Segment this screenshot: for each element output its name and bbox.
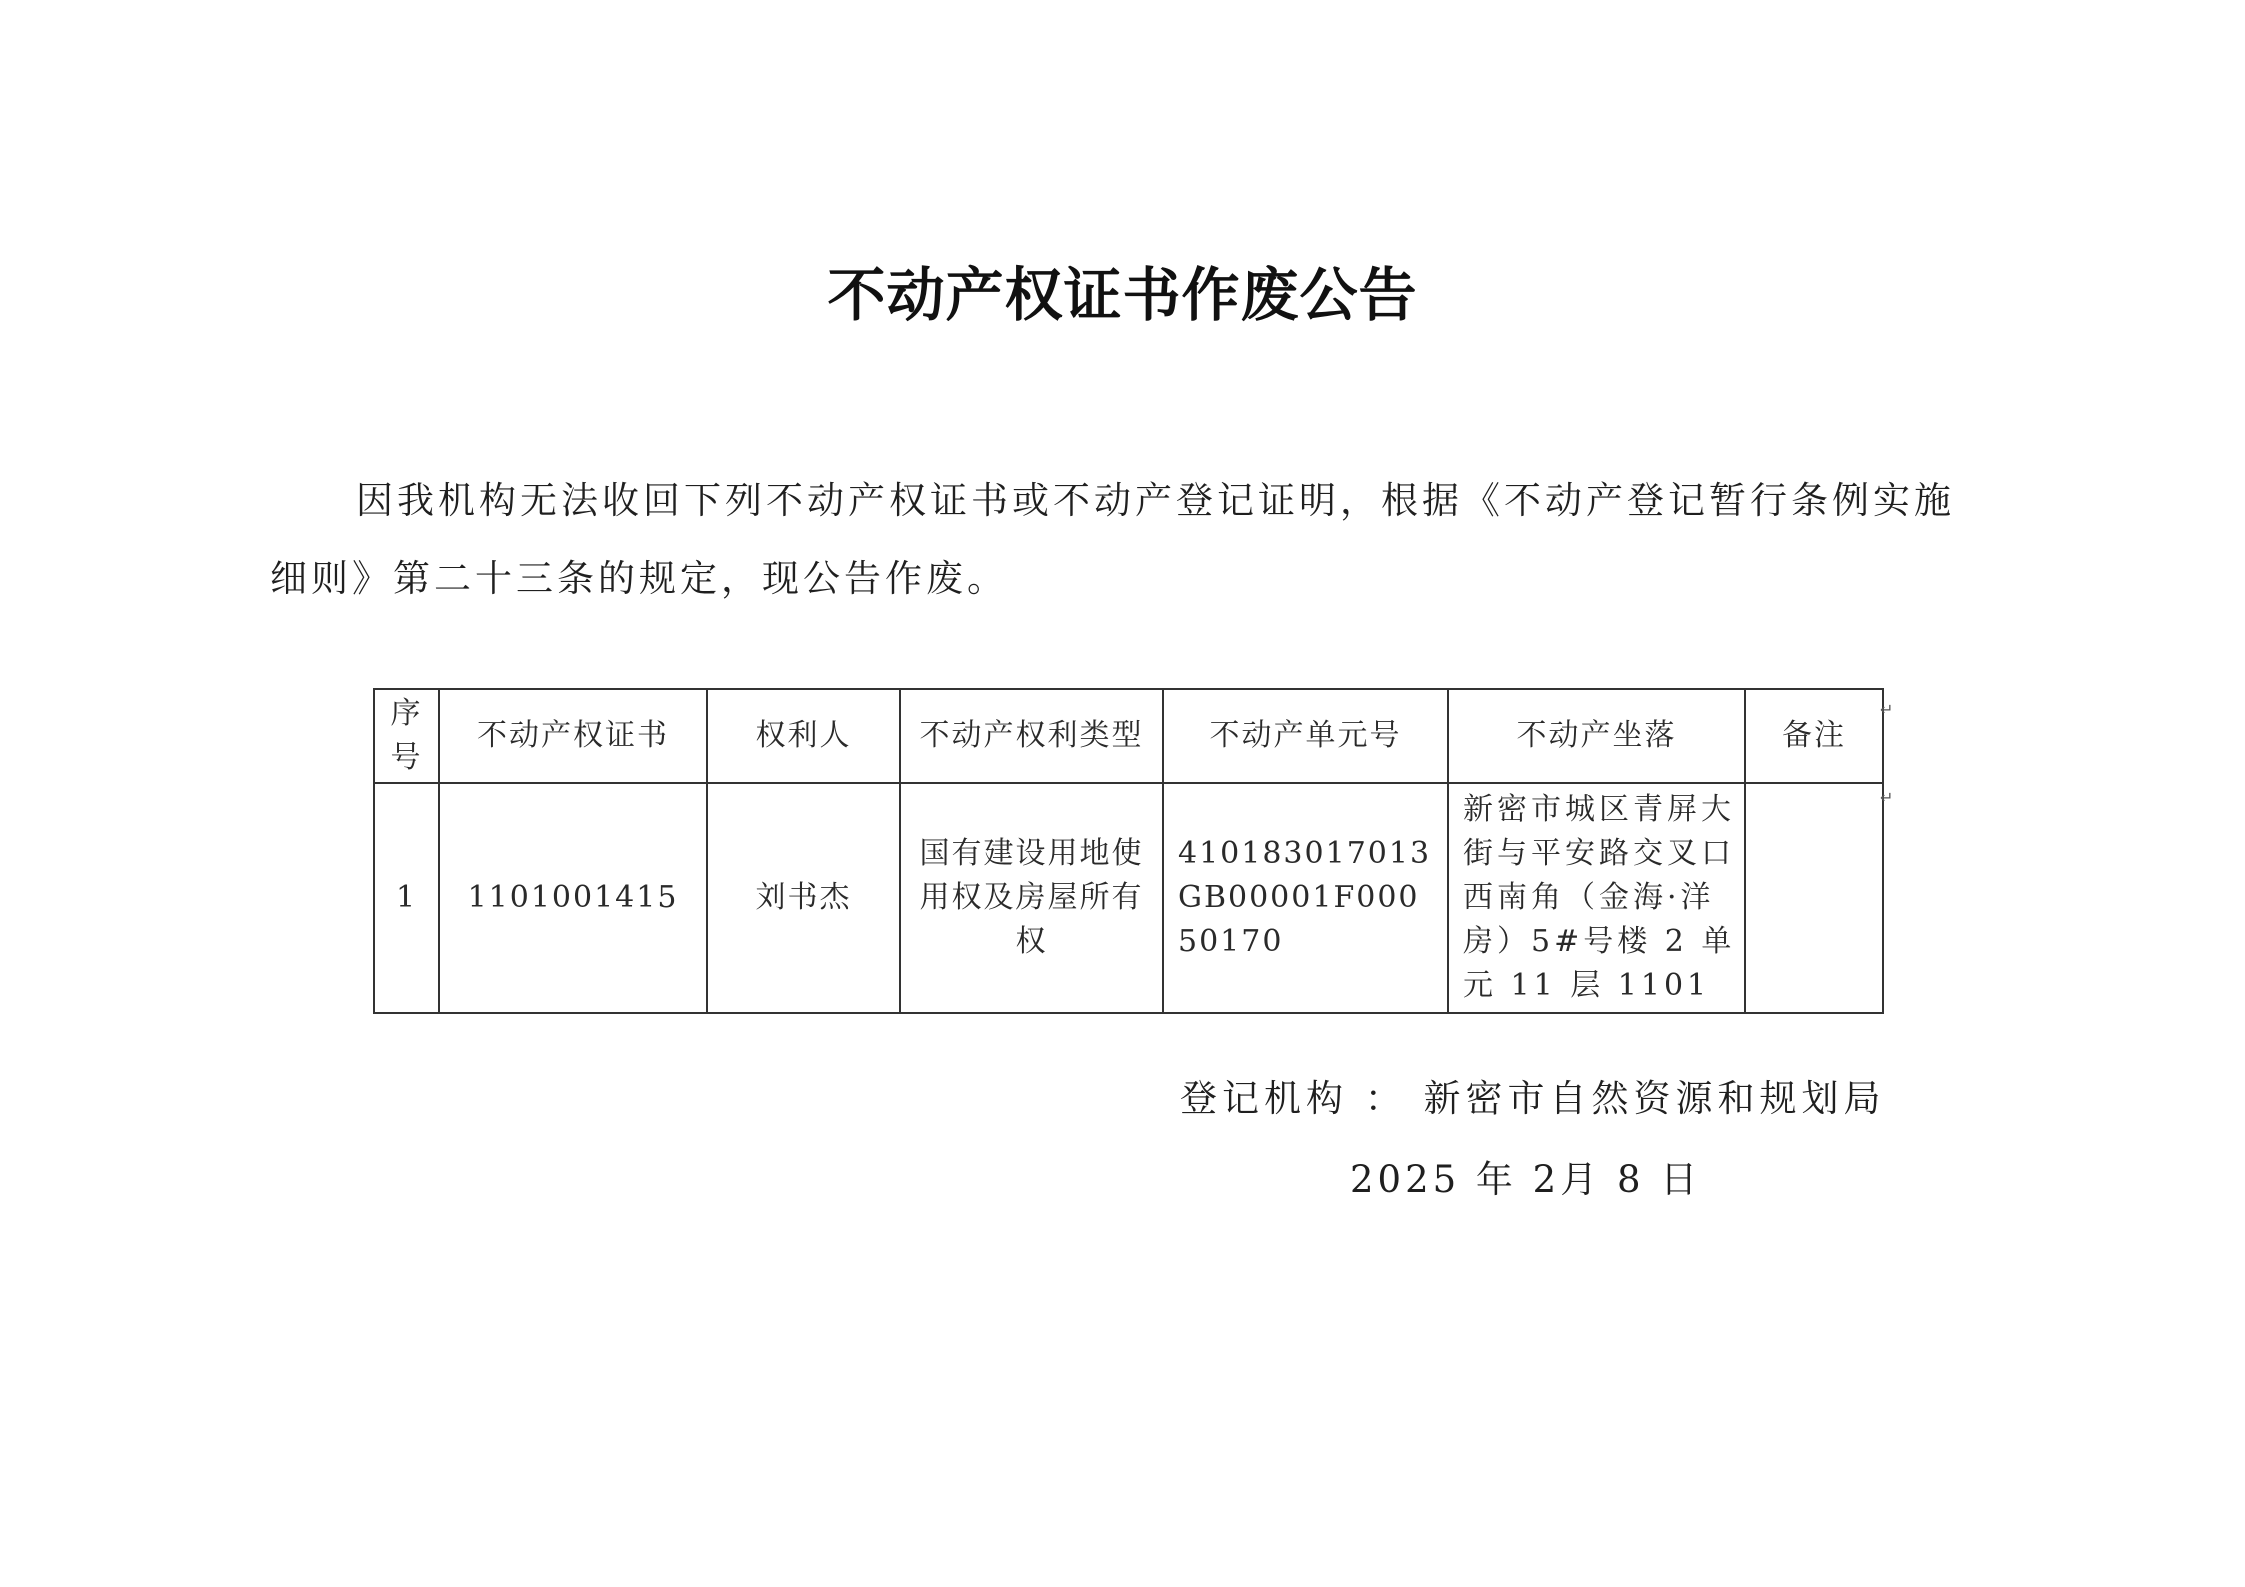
cell-certificate: 1101001415 (439, 783, 707, 1013)
paragraph-mark-icon: ↵ (1880, 788, 1894, 807)
notice-body: 因我机构无法收回下列不动产权证书或不动产登记证明，根据《不动产登记暂行条例实施细则》第二十三条的规定，现公告作废。 (270, 479, 1955, 600)
registration-agency (1180, 1068, 1886, 1122)
header-holder: 权利人 (707, 689, 900, 783)
header-unit-no: 不动产单元号 (1163, 689, 1448, 783)
agency-name: 新密市自然资源和规划局 (1423, 1077, 1886, 1120)
header-remarks: 备注 (1745, 689, 1883, 783)
notice-title: 不动产权证书作废公告 (827, 261, 1418, 329)
cell-holder: 刘书杰 (707, 783, 900, 1013)
cell-right-type: 国有建设用地使用权及房屋所有权 (900, 783, 1163, 1013)
certificate-table (373, 688, 1884, 1014)
notice-date: 2025 年 2月 8 日 (1350, 1158, 1702, 1201)
cell-location: 新密市城区青屏大街与平安路交叉口西南角（金海·洋房）5#号楼 2 单元 11 层 1101 (1448, 783, 1745, 1013)
table-row (374, 783, 1883, 1013)
header-right-type: 不动产权利类型 (900, 689, 1163, 783)
cell-seq: 1 (374, 783, 439, 1013)
cell-unit-no: 410183017013GB00001F00050170 (1163, 783, 1448, 1013)
table-header-row (374, 689, 1883, 783)
header-location: 不动产坐落 (1448, 689, 1745, 783)
agency-label: 登记机构 ： (1180, 1077, 1407, 1120)
header-certificate: 不动产权证书 (439, 689, 707, 783)
header-seq: 序号 (374, 689, 439, 783)
cell-remarks (1745, 783, 1883, 1013)
certificate-table-container (373, 688, 1884, 1014)
paragraph-mark-icon: ↵ (1880, 700, 1894, 719)
